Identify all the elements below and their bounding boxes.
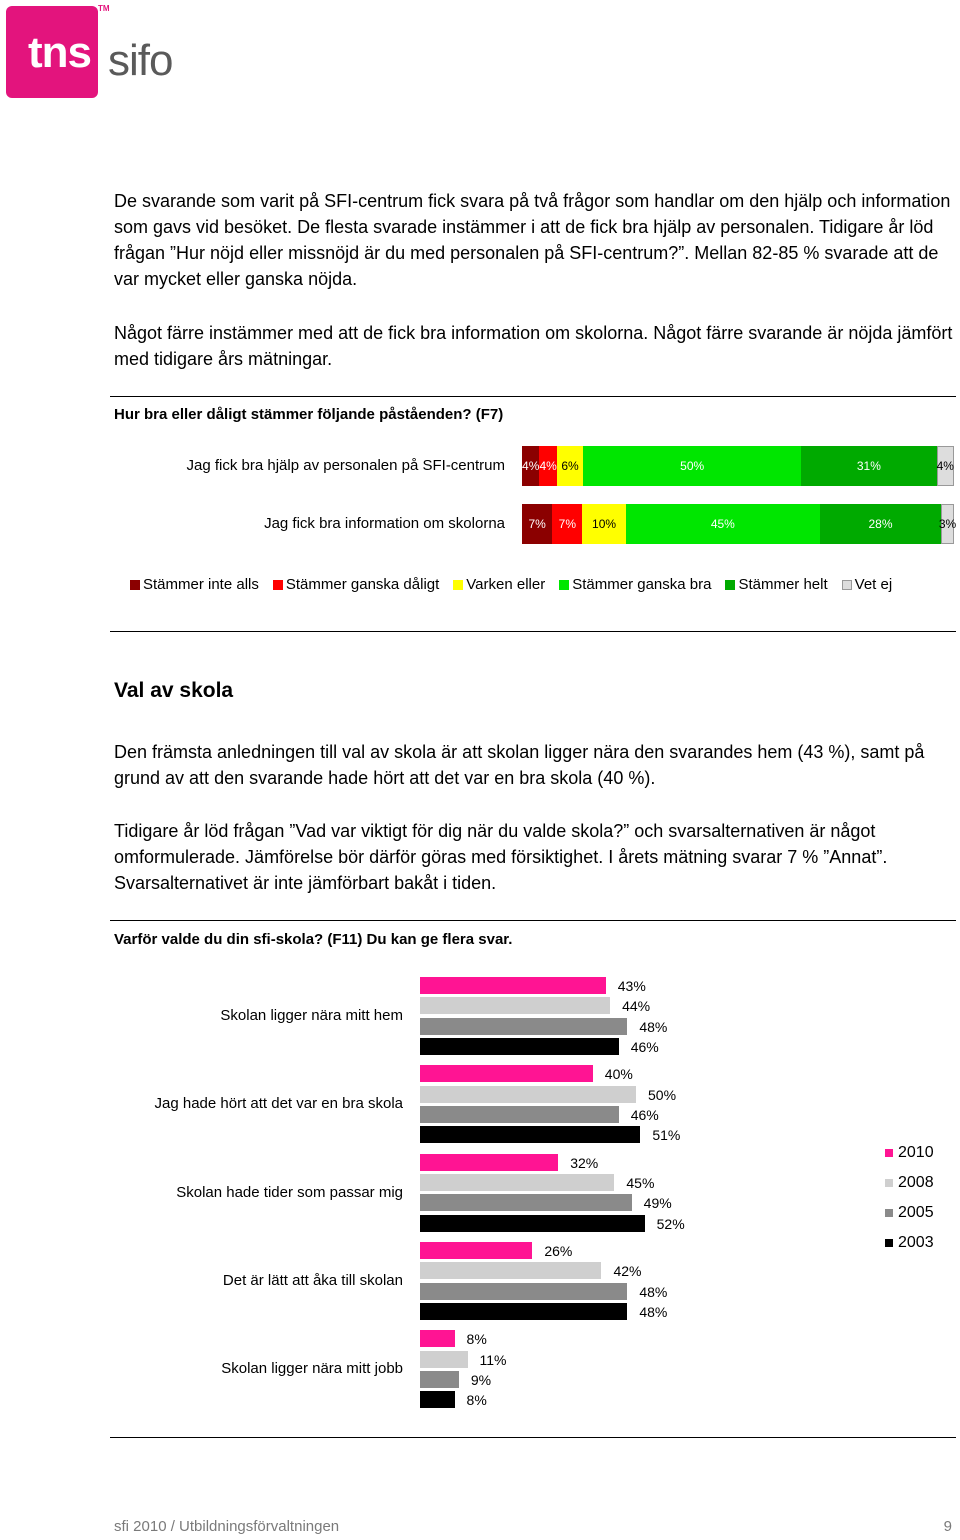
- chart2-bar: [420, 1106, 619, 1123]
- chart1-legend-item: [130, 576, 259, 593]
- chart1-data-label: 7%: [528, 517, 546, 531]
- chart2-bar: [420, 1283, 627, 1300]
- divider: [110, 631, 956, 632]
- chart1-legend-item: [453, 576, 545, 593]
- chart1-category: Jag fick bra hjälp av personalen på SFI-centrum: [186, 457, 505, 474]
- legend-swatch: [130, 580, 140, 590]
- chart1-data-label: 6%: [561, 459, 579, 473]
- chart2-bar: [420, 1391, 455, 1408]
- chart1-segment: [938, 504, 957, 544]
- chart2-legend: [885, 1138, 934, 1258]
- chart1-segment: [582, 504, 625, 544]
- chart2-bar: [420, 1154, 558, 1171]
- chart1-segment: [583, 446, 801, 486]
- legend-label: Stämmer ganska dåligt: [285, 576, 440, 593]
- legend-swatch: [725, 580, 735, 590]
- chart2-bar: [420, 997, 610, 1014]
- chart1-legend-item: [273, 576, 439, 593]
- chart1-segment: [626, 504, 820, 544]
- chart1-data-label: 3%: [938, 517, 957, 531]
- section-paragraph-2: Tidigare år löd frågan ”Vad var viktigt för dig när du valde skola?” och svarsalternativen är något omformulerade. Jämförelse bör därför göras med försiktighet. I årets mätning svarar 7 % ”Annat”. Svarsalternativet är inte jämförbart bakåt i tiden.: [114, 821, 888, 893]
- section-heading: Val av skola: [114, 679, 234, 702]
- chart2-data-label: 26%: [544, 1242, 573, 1259]
- chart2-bar: [420, 1303, 627, 1320]
- chart2-legend-item: [885, 1168, 934, 1198]
- chart1-bar-row: [522, 446, 954, 486]
- chart2-bar: [420, 977, 606, 994]
- intro-paragraph-2: Något färre instämmer med att de fick bra information om skolorna. Något färre svarande är nöjda jämfört med tidigare års mätningar.: [114, 323, 953, 369]
- chart2-data-label: 50%: [648, 1086, 677, 1103]
- chart1-data-label: 10%: [592, 517, 617, 531]
- legend-swatch: [559, 580, 569, 590]
- chart1-title: Hur bra eller dåligt stämmer följande påståenden? (F7): [114, 406, 504, 423]
- chart2-data-label: 49%: [643, 1195, 672, 1212]
- chart2-data-label: 45%: [626, 1174, 655, 1191]
- chart1-data-label: 4%: [936, 459, 954, 473]
- chart1-legend-item: [842, 576, 893, 593]
- chart2-category-label: Skolan hade tider som passar mig: [176, 1183, 403, 1201]
- chart2-title: Varför valde du din sfi-skola? (F11) Du kan ge flera svar.: [114, 931, 513, 948]
- chart2-category-label: Skolan ligger nära mitt jobb: [221, 1360, 403, 1378]
- chart1-segment: [937, 446, 954, 486]
- chart2-legend-item: [885, 1198, 934, 1228]
- chart1-segment: [522, 446, 539, 486]
- chart2-bar: [420, 1351, 468, 1368]
- chart2-data-label: 8%: [466, 1392, 487, 1409]
- chart1-bar-row: [522, 504, 957, 544]
- chart2-bar: [420, 1194, 632, 1211]
- chart2-bar: [420, 1215, 645, 1232]
- legend-label: 2003: [898, 1234, 934, 1251]
- logo-tm: TM: [98, 4, 110, 13]
- chart2-legend-item: [885, 1138, 934, 1168]
- chart2-data-label: 43%: [617, 978, 646, 994]
- chart2-bar: [420, 1330, 455, 1347]
- chart2-data-label: 48%: [639, 1303, 668, 1320]
- chart2-data-label: 46%: [630, 1038, 659, 1055]
- legend-swatch: [885, 1239, 893, 1247]
- chart2-bar: [420, 1126, 640, 1143]
- chart2-bar: [420, 1242, 532, 1259]
- chart2-category-label: Jag hade hört att det var en bra skola: [154, 1095, 403, 1113]
- chart2-data-label: 52%: [656, 1215, 685, 1232]
- chart1-legend-item: [725, 576, 827, 593]
- intro-paragraph-1: De svarande som varit på SFI-centrum fick svara på två frågor som handlar om den hjälp och information som gavs vid besöket. De flesta svarade instämmer i att de fick bra hjälp av personalen. Tidigare år löd frågan ”Hur nöjd eller missnöjd är du med personalen på SFI-centrum?”. Mellan 82-85 % svarade att de var mycket eller ganska nöjda.: [114, 191, 951, 289]
- chart1-segment: [552, 504, 582, 544]
- chart2-data-label: 46%: [630, 1106, 659, 1123]
- chart2-data-label: 11%: [479, 1351, 507, 1368]
- chart2-data-label: 8%: [466, 1331, 487, 1348]
- legend-label: 2008: [898, 1174, 934, 1191]
- legend-label: Vet ej: [854, 576, 893, 593]
- legend-label: 2010: [898, 1144, 934, 1161]
- chart2-data-label: 42%: [613, 1263, 642, 1280]
- chart1-segment: [522, 504, 552, 544]
- page-number: 9: [943, 1518, 952, 1535]
- legend-swatch: [842, 580, 852, 590]
- chart1-segment: [557, 446, 583, 486]
- chart1-category: Jag fick bra information om skolorna: [264, 515, 505, 532]
- legend-label: Stämmer inte alls: [143, 576, 259, 593]
- chart2-data-label: 48%: [639, 1283, 668, 1300]
- tns-sifo-logo: [6, 6, 206, 98]
- footer-text: sfi 2010 / Utbildningsförvaltningen: [114, 1518, 340, 1535]
- chart1-data-label: 50%: [680, 459, 705, 473]
- legend-swatch: [885, 1209, 893, 1217]
- chart2-bar: [420, 1174, 614, 1191]
- divider: [110, 1437, 956, 1438]
- chart2-legend-item: [885, 1228, 934, 1258]
- chart1-data-label: 28%: [868, 517, 893, 531]
- legend-label: Varken eller: [466, 576, 546, 593]
- chart2-bar: [420, 1086, 636, 1103]
- chart2-category-label: Skolan ligger nära mitt hem: [220, 1007, 403, 1024]
- chart1-data-label: 4%: [522, 459, 540, 473]
- chart1-legend-item: [559, 576, 711, 593]
- chart1-legend: [130, 576, 892, 593]
- chart2-bar: [420, 1038, 619, 1055]
- chart1-segment: [801, 446, 936, 486]
- chart2-bar: [420, 1371, 459, 1388]
- chart1-data-label: 7%: [558, 517, 577, 531]
- chart2-category-label: Det är lätt att åka till skolan: [222, 1271, 403, 1289]
- chart2-data-label: 32%: [570, 1154, 599, 1171]
- legend-label: Stämmer helt: [738, 576, 828, 593]
- chart2-data-label: 40%: [604, 1066, 633, 1083]
- legend-swatch: [885, 1149, 893, 1157]
- chart2-bar: [420, 1065, 593, 1082]
- legend-label: Stämmer ganska bra: [572, 576, 712, 593]
- legend-label: 2005: [898, 1204, 934, 1221]
- legend-swatch: [885, 1179, 893, 1187]
- chart2-data-label: 51%: [652, 1127, 681, 1144]
- chart1-data-label: 45%: [710, 517, 735, 531]
- section-paragraph-1: Den främsta anledningen till val av skola är att skolan ligger nära den svarandes hem (43 %), samt på grund av att den svarande hade hört att det var en bra skola (40 %).: [114, 742, 925, 788]
- divider: [110, 920, 956, 921]
- legend-swatch: [453, 580, 463, 590]
- chart1-segment: [820, 504, 941, 544]
- chart1-data-label: 31%: [856, 459, 881, 473]
- chart1-segment: [539, 446, 556, 486]
- chart2-data-label: 48%: [639, 1018, 668, 1035]
- divider: [110, 396, 956, 397]
- chart2-data-label: 9%: [470, 1371, 492, 1388]
- logo-tns: tns: [28, 28, 91, 77]
- chart2-data-label: 44%: [622, 998, 651, 1015]
- chart1-data-label: 4%: [539, 459, 557, 473]
- logo-sifo: sifo: [108, 36, 173, 85]
- chart2-bar: [420, 1262, 601, 1279]
- legend-swatch: [273, 580, 283, 590]
- chart2-bar: [420, 1018, 627, 1035]
